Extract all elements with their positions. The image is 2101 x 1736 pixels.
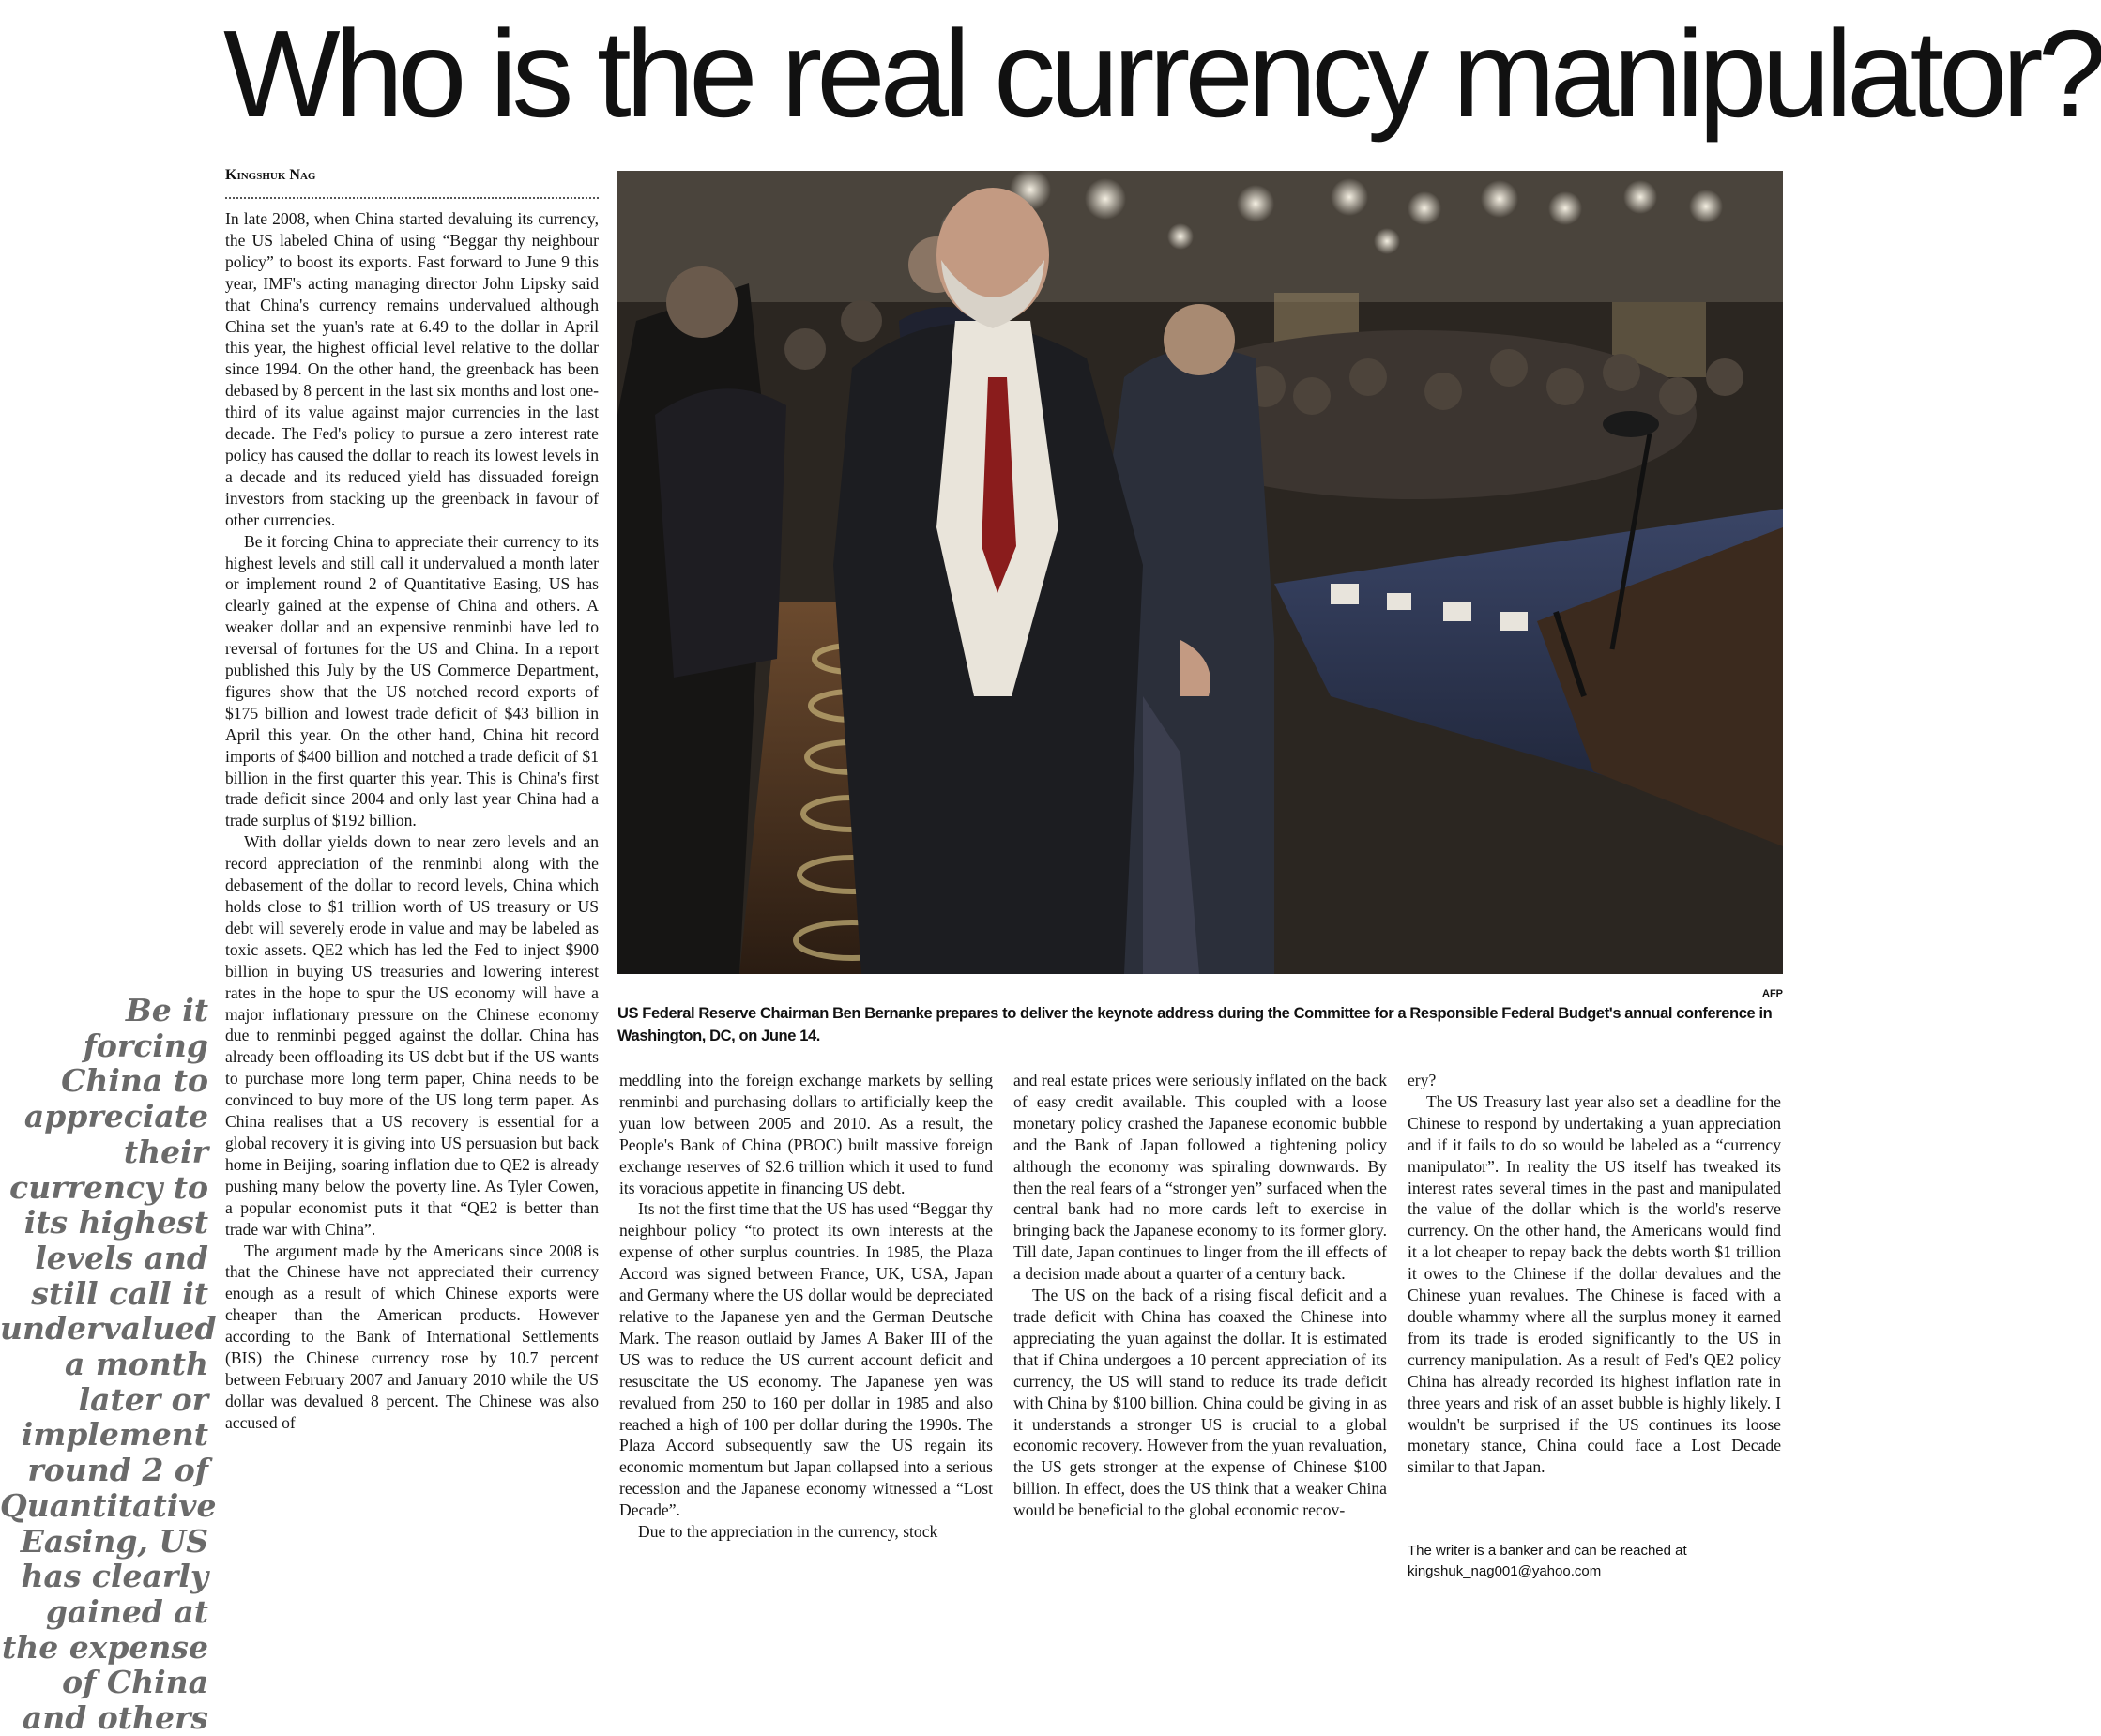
author-note <box>1408 1541 1781 1586</box>
paragraph: Be it forcing China to appreciate their currency to its highest levels and still call it undervalued a month later or implement round 2 of Quantitative Easing, US has clearly gained at the expense of China and others. A weaker dollar and an expensive renminbi have led to reversal of fortunes for the US and China. In a report published this July by the US Commerce Department, figures show that the US notched record exports of $175 billion and lowest trade deficit of $43 billion in April this year. On the other hand, China hit record imports of $400 billion and notched a trade deficit of $1 billion in the first quarter this year. This is China's first trade deficit since 2004 and only last year China had a trade surplus of $192 billion. <box>225 531 599 830</box>
article-column-2 <box>619 1070 993 1588</box>
photo-credit: AFP <box>1762 988 1783 999</box>
paragraph: ery? <box>1408 1071 1437 1089</box>
byline: Kingshuk Nag <box>225 167 316 183</box>
paragraph: The US Treasury last year also set a deadline for the Chinese to respond by undertaking a yuan appreciation and if it fails to do so would be labeled as a “currency manipulator”. In reality the US itself has tweaked its interest rates several times in the past and manipulated the value of the dollar which is the world's reserve currency. On the other hand, the Americans would find it a lot cheaper to repay back the debts worth $1 trillion it owes to the Chinese if the dollar devalues and the Chinese yuan revalues. The Chinese is faced with a double whammy where all the surplus money it earned from its trade is eroded significantly to the US in currency manipulation. As a result of Fed's QE2 policy China has already recorded its highest inflation rate in three years and risk of an asset bubble is highly likely. I wouldn't be surprised if the US continues its loose monetary stance, China could face a Lost Decade similar to that Japan. <box>1408 1091 1781 1477</box>
paragraph: Its not the first time that the US has used “Beggar thy neighbour policy “to protect its own interests at the expense of other surplus countries. In 1985, the Plaza Accord was signed between France, UK, USA, Japan and Germany where the US dollar would be depreciated relative to the Japanese yen and the German Deutsche Mark. The reason outlaid by James A Baker III of the US was to reduce the US current account deficit and resuscitate the US economy. The Japanese yen was revalued from 250 to 160 per dollar in 1985 and also reached a high of 100 per dollar during the 1990s. The Plaza Accord subsequently saw the US regain its economic momentum but Japan collapsed into a serious recession and the Japanese economy witnessed a “Lost Decade”. <box>619 1199 993 1520</box>
author-note-text: The writer is a banker and can be reached at <box>1408 1543 1687 1559</box>
pull-quote: Be it forcing China to appreciate their currency to its highest levels and still call it undervalued a month later or implement round 2 of Quantitative Easing, US has clearly gained at the expense of China and others <box>0 992 217 1736</box>
byline-divider <box>225 197 599 199</box>
paragraph: and real estate prices were seriously inflated on the back of easy credit available. This coupled with a loose monetary policy crashed the Japanese economic bubble and the Bank of Japan followed a tightening policy although the economy was spiraling downwards. By then the real fears of a “stronger yen” surfaced when the central bank had no more cards left to exercise in bringing back the Japanese economy to its former glory. Till date, Japan continues to linger from the ill effects of a decision made about a quarter of a century back. <box>1013 1071 1387 1284</box>
paragraph: With dollar yields down to near zero levels and an record appreciation of the renminbi along with the debasement of the dollar to record levels, China which holds close to $1 trillion worth of US treasury or US debt will severely erode in value and may be labeled as toxic assets. QE2 which has led the Fed to inject $900 billion in buying US treasuries and lowering interest rates in the hope to spur the US economy will have a major inflationary pressure on the Chinese economy due to renminbi pegged against the dollar. China has already been offloading its US debt but if the US wants to purchase more long term paper, China needs to be convinced to buy more of the US long term paper. As China realises that a US recovery is essential for a global recovery it is giving into US persuasion but back home in Beijing, soaring inflation due to QE2 is already pushing many below the poverty line. As Tyler Cowen, a popular economist puts it that “QE2 is better than trade war with China”. <box>225 832 599 1239</box>
headline: Who is the real currency manipulator? <box>223 5 2101 143</box>
article-column-3 <box>1013 1070 1387 1588</box>
paragraph: In late 2008, when China started devaluing its currency, the US labeled China of using “Beggar thy neighbour policy” to boost its exports. Fast forward to June 9 this year, IMF's acting managing director John Lipsky said that China's currency remains undervalued although China set the yuan's rate at 6.49 to the dollar in April this year, the highest official level relative to the dollar since 1994. On the other hand, the greenback has been debased by 8 percent in the last six months and lost one-third of its value against major currencies in the last decade. The Fed's policy to pursue a zero interest rate policy has caused the dollar to reach its lowest levels in a decade and its reduced yield has dissuaded foreign investors from stacking up the greenback in favour of other currencies. <box>225 209 599 529</box>
paragraph: Due to the appreciation in the currency, stock <box>638 1522 938 1542</box>
photo-caption: US Federal Reserve Chairman Ben Bernanke prepares to deliver the keynote address during the Committee for a Responsible Federal Budget's annual conference in Washington, DC, on June 14. <box>617 1005 1773 1044</box>
paragraph: The argument made by the Americans since 2008 is that the Chinese have not appreciated their currency enough as a result of which Chinese exports were cheaper than the American products. However according to the Bank of International Settlements (BIS) the Chinese currency rose by 10.7 percent between February 2007 and January 2010 while the US dollar was devalued 8 percent. The Chinese was also accused of <box>225 1241 599 1432</box>
article-column-1 <box>225 208 599 1588</box>
author-email-link[interactable]: kingshuk_nag001@yahoo.com <box>1408 1563 1602 1579</box>
news-photo <box>617 171 1783 974</box>
photo-scene <box>617 171 1783 974</box>
article-column-4 <box>1408 1070 1781 1588</box>
paragraph: meddling into the foreign exchange markets by selling renminbi and purchasing dollars to artificially keep the yuan low between 2005 and 2010. As a result, the People's Bank of China (PBOC) built massive foreign exchange reserves of $2.6 trillion which it used to fund its voracious appetite in financing US debt. <box>619 1071 993 1197</box>
paragraph: The US on the back of a rising fiscal deficit and a trade deficit with China has coaxed the Chinese into appreciating the yuan against the dollar. It is estimated that if China undergoes a 10 percent appreciation of its currency, the US will stand to reduce its trade deficit with China by $100 billion. China could be giving in as it understands a stronger US is crucial to a global economic recovery. However from the yuan revaluation, the US gets stronger at the expense of Chinese $100 billion. In effect, does the US think that a weaker China would be beneficial to the global economic recov- <box>1013 1286 1387 1520</box>
